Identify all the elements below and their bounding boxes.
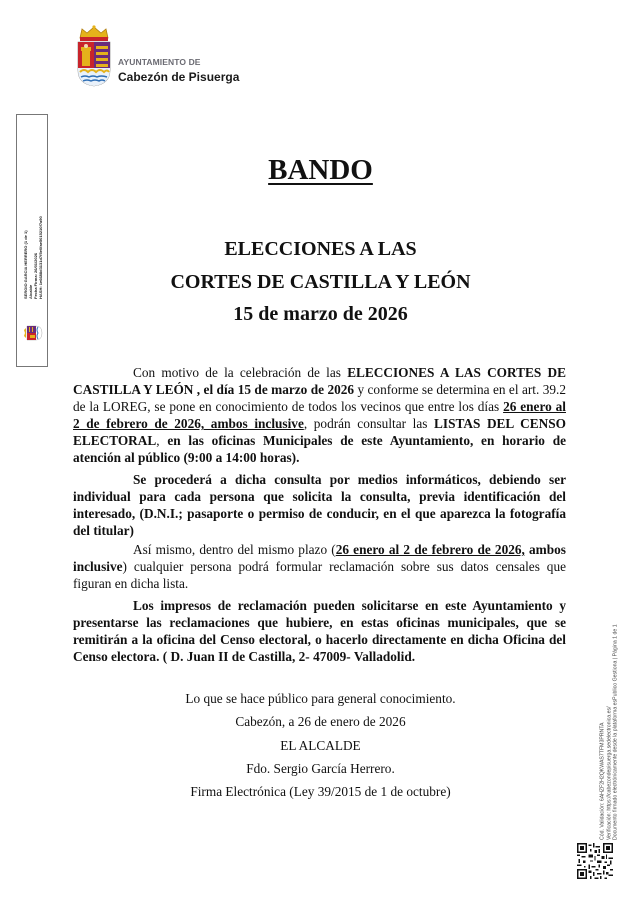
document-title: BANDO <box>268 154 373 186</box>
paragraph-forms <box>73 597 566 665</box>
text-run-bold: Los impresos de reclamación pueden solicitarse en este Ayuntamiento y presentarse las reclamaciones que hubiere, en estas oficinas municipales, que se remitirán a la oficina del Censo electoral, o hacerlo directamente en dicha Oficina del Censo electora. ( D. Juan II de Castilla, 2- 47009- Valladolid. <box>73 598 566 664</box>
paragraph-announcement <box>73 364 566 466</box>
text-run-bold: Se procederá a dicha consulta por medios informáticos, debiendo ser individual para cada persona que solicita la consulta, previa identificación del interesado, (D.N.I.; pasaporte o permiso de conducir, en el que aparezca la fotografía del titular) <box>73 472 566 538</box>
stamp-line: Alcalde <box>28 284 33 299</box>
consultation-dates: 26 enero al 2 de febrero de 2026, ambos inclusive <box>73 399 566 431</box>
text-run: , podrán consultar las <box>303 416 435 431</box>
logo-text-line2: Cabezón de Pisuerga <box>118 70 240 84</box>
subtitle-line2: CORTES DE CASTILLA Y LEÓN <box>170 271 471 293</box>
subtitle-date: 15 de marzo de 2026 <box>233 303 408 325</box>
validation-code: Cód. Validación: 6AHZF2H2QKWAS7TFM3PRNTA <box>599 722 606 840</box>
signed-document-note: Documento firmado electrónicamente desde la plataforma esPublico Gestiona | Página 1 de 1 <box>612 624 619 840</box>
text-run: y conforme se determina en el art. 39.2 de la LOREG, se pone en conocimiento de todos los vecinos que entre los días <box>73 382 566 414</box>
text-run: Así mismo, dentro del mismo plazo ( <box>133 542 336 557</box>
verification-url[interactable]: Verificación: https://cabezondepisuerga.sedelectronica.es/ <box>605 706 612 840</box>
stamp-line: Fecha Firma: 26/01/2026 <box>33 252 38 299</box>
closing-place-date: Cabezón, a 26 de enero de 2026 <box>235 714 406 729</box>
text-run-bold: ELECCIONES A LAS CORTES DE CASTILLA Y LEÓN , el día 15 de marzo de 2026 <box>73 365 566 397</box>
claim-dates: 26 enero al 2 de febrero de 2026, <box>335 542 525 557</box>
stamp-crest-icon <box>23 323 43 343</box>
municipality-logo <box>74 24 240 90</box>
qr-code-icon <box>577 843 613 879</box>
text-run-bold: LISTAS DEL CENSO ELECTORAL <box>73 416 566 448</box>
text-run: Con motivo de la celebración de las <box>133 365 348 380</box>
stamp-line: SERGIO GARCIA HERRERO (1 de 1) <box>23 230 28 299</box>
text-run: ) cualquier persona podrá formular reclamación sobre sus datos censales que figuran en dicha lista. <box>73 559 566 591</box>
municipal-crest-icon <box>74 24 114 88</box>
paragraph-consultation <box>73 471 566 539</box>
closing-role: EL ALCALDE <box>280 738 361 753</box>
text-run-bold: en las oficinas Municipales de este Ayuntamiento, en horario de atención al público (9:00 a 14:00 horas). <box>73 433 567 465</box>
text-run-bold: ambos inclusive <box>73 542 566 574</box>
logo-text-line1: AYUNTAMIENTO DE <box>118 57 201 67</box>
closing-line1: Lo que se hace público para general conocimiento. <box>185 691 456 706</box>
closing-e-signature: Firma Electrónica (Ley 39/2015 de 1 de octubre) <box>190 784 451 799</box>
stamp-line: HASH: 1e6688d3131d7f5e0fae5015210f7a90 <box>38 216 43 299</box>
paragraph-claims <box>73 541 566 592</box>
text-run: , <box>156 433 168 448</box>
subtitle-line1: ELECCIONES A LAS <box>224 238 417 260</box>
closing-signatory: Fdo. Sergio García Herrero. <box>246 761 395 776</box>
validation-margin <box>592 560 626 840</box>
